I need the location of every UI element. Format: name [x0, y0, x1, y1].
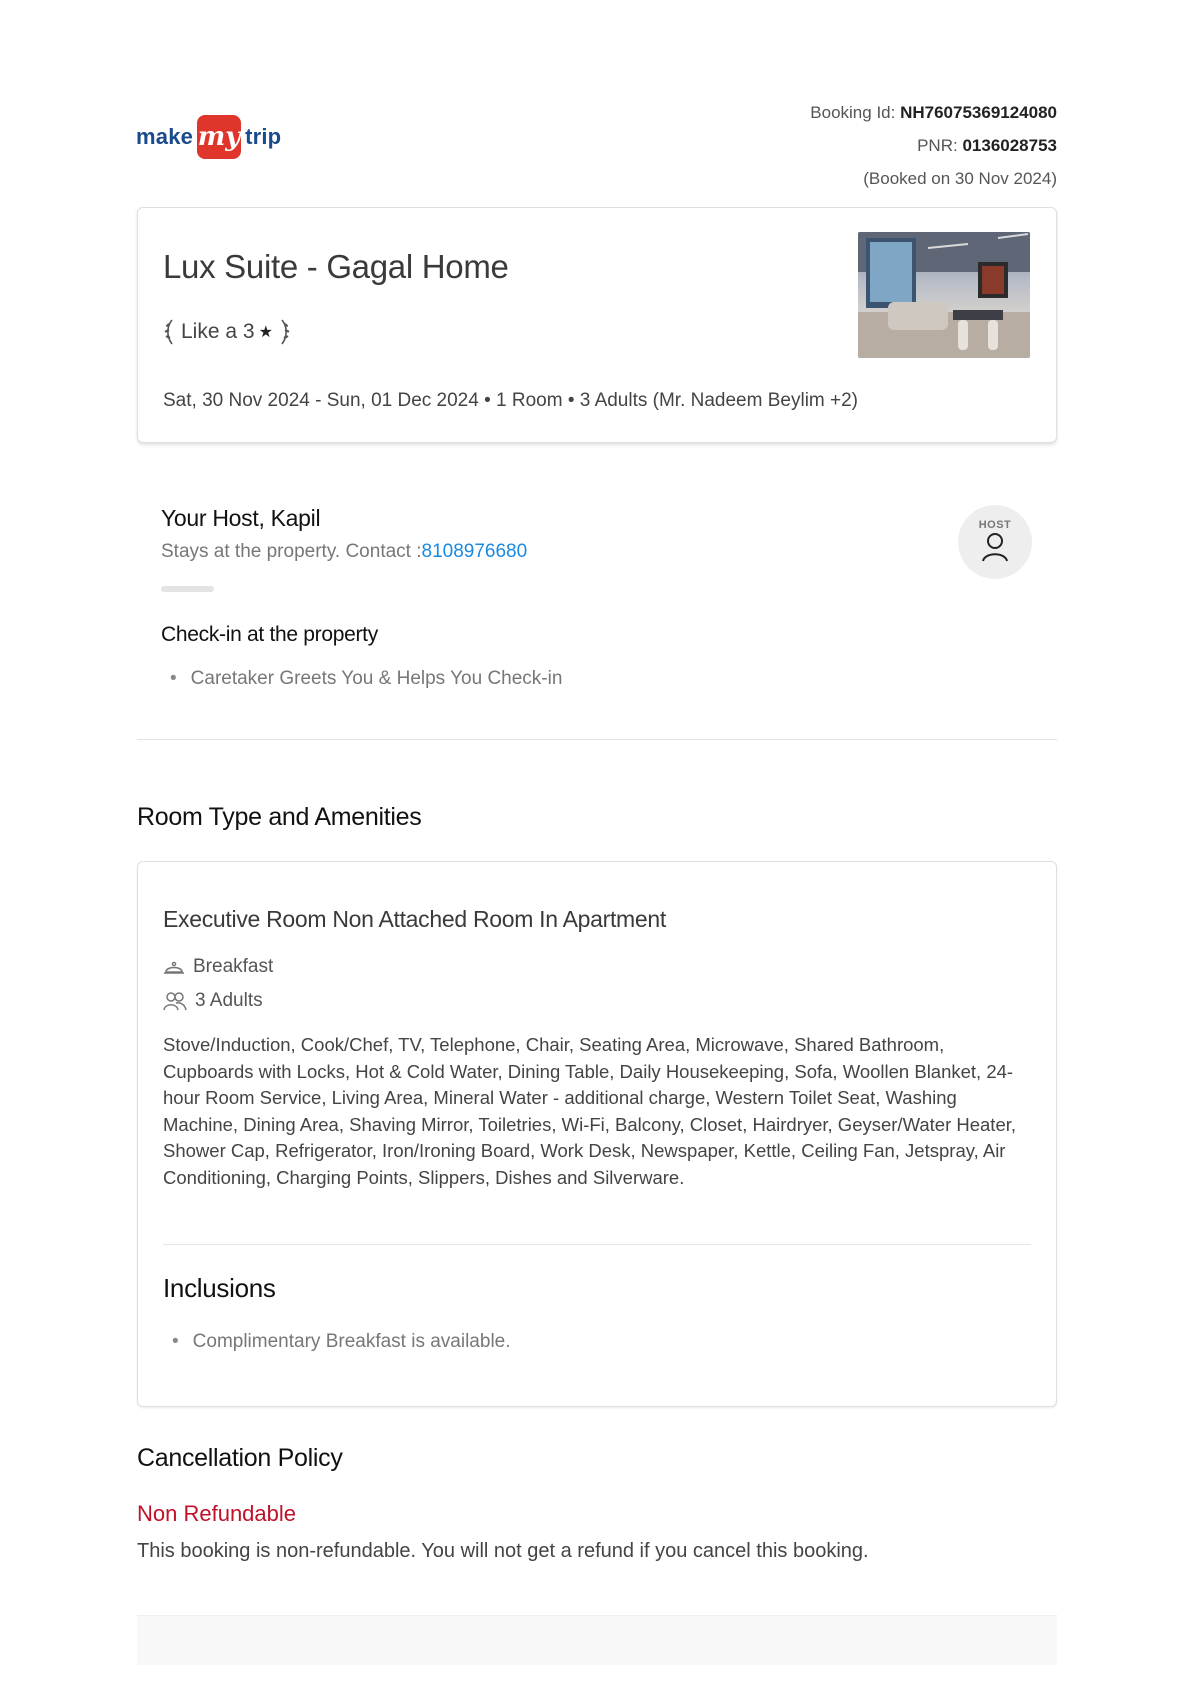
footer-band	[137, 1615, 1057, 1665]
inclusion-item-text: Complimentary Breakfast is available.	[192, 1331, 511, 1352]
host-title: Your Host, Kapil	[161, 505, 321, 531]
room-card	[137, 861, 1057, 1407]
cancellation-description: This booking is non-refundable. You will not get a refund if you cancel this booking.	[137, 1540, 869, 1562]
section-divider	[137, 739, 1057, 740]
checkin-title: Check-in at the property	[161, 623, 378, 646]
host-badge-label: HOST	[978, 519, 1012, 531]
cancellation-status: Non Refundable	[137, 1501, 297, 1526]
pnr-label: PNR:	[917, 136, 958, 155]
meal-plan-text: Breakfast	[193, 956, 274, 977]
host-divider	[161, 586, 214, 592]
pnr-value: 0136028753	[962, 136, 1057, 155]
hotel-photo[interactable]	[858, 232, 1030, 358]
inclusion-list-item	[172, 1331, 511, 1353]
pnr-line	[810, 129, 1057, 162]
logo-make-text: make	[136, 124, 194, 149]
room-section-title: Room Type and Amenities	[137, 803, 422, 831]
booking-meta	[810, 96, 1057, 195]
stay-summary: Sat, 30 Nov 2024 - Sun, 01 Dec 2024 • 1 Room • 3 Adults (Mr. Nadeem Beylim +2)	[163, 390, 859, 411]
bullet-icon: •	[170, 668, 177, 689]
meal-plan	[163, 956, 273, 978]
booking-id-line	[810, 96, 1057, 129]
hotel-rating	[163, 318, 291, 346]
hotel-name: Lux Suite - Gagal Home	[163, 248, 509, 285]
checkin-item-text: Caretaker Greets You & Helps You Check-in	[190, 668, 563, 689]
host-subtitle	[161, 541, 527, 563]
room-name: Executive Room Non Attached Room In Apartment	[163, 906, 666, 932]
host-contact-link[interactable]: 8108976680	[421, 541, 528, 562]
star-icon: ★	[258, 324, 273, 341]
inclusions-title: Inclusions	[163, 1273, 276, 1303]
bullet-icon: •	[172, 1331, 179, 1352]
room-divider	[163, 1244, 1031, 1245]
logo-trip-text: trip	[245, 124, 282, 149]
users-icon	[163, 991, 187, 1011]
hotel-photo-illustration	[858, 232, 1030, 358]
cancellation-title: Cancellation Policy	[137, 1444, 343, 1472]
host-badge	[958, 505, 1032, 579]
booked-on-date: (Booked on 30 Nov 2024)	[863, 169, 1057, 188]
laurel-left-icon	[163, 318, 177, 346]
cloche-icon	[163, 957, 185, 977]
hotel-card	[137, 207, 1057, 443]
room-amenities: Stove/Induction, Cook/Chef, TV, Telephone, Chair, Seating Area, Microwave, Shared Bathroom, Cupboards with Locks, Hot & Cold Water, Dining Table, Daily Housekeeping, Sofa, Woollen Blanket, 24-hour Room Service, Living Area, Mineral Water - additional charge, Western Toilet Seat, Washing Machine, Dining Area, Shaving Mirror, Toiletries, Wi-Fi, Balcony, Closet, Hairdryer, Geyser/Water Heater, Shower Cap, Refrigerator, Iron/Ironing Board, Work Desk, Newspaper, Kettle, Ceiling Fan, Jetspray, Air Conditioning, Charging Points, Slippers, Dishes and Silverware.	[163, 1034, 1017, 1188]
person-icon	[980, 531, 1010, 563]
booking-id-value: NH76075369124080	[900, 103, 1057, 122]
makemytrip-logo[interactable]	[136, 114, 281, 160]
laurel-right-icon	[277, 318, 291, 346]
occupancy	[163, 990, 263, 1012]
checkin-list-item	[170, 668, 562, 690]
host-subtitle-text: Stays at the property. Contact :	[161, 541, 422, 562]
rating-text: Like a 3	[181, 320, 255, 343]
booking-id-label: Booking Id:	[810, 103, 896, 122]
occupancy-text: 3 Adults	[195, 990, 263, 1011]
logo-my-badge: my	[197, 115, 241, 159]
